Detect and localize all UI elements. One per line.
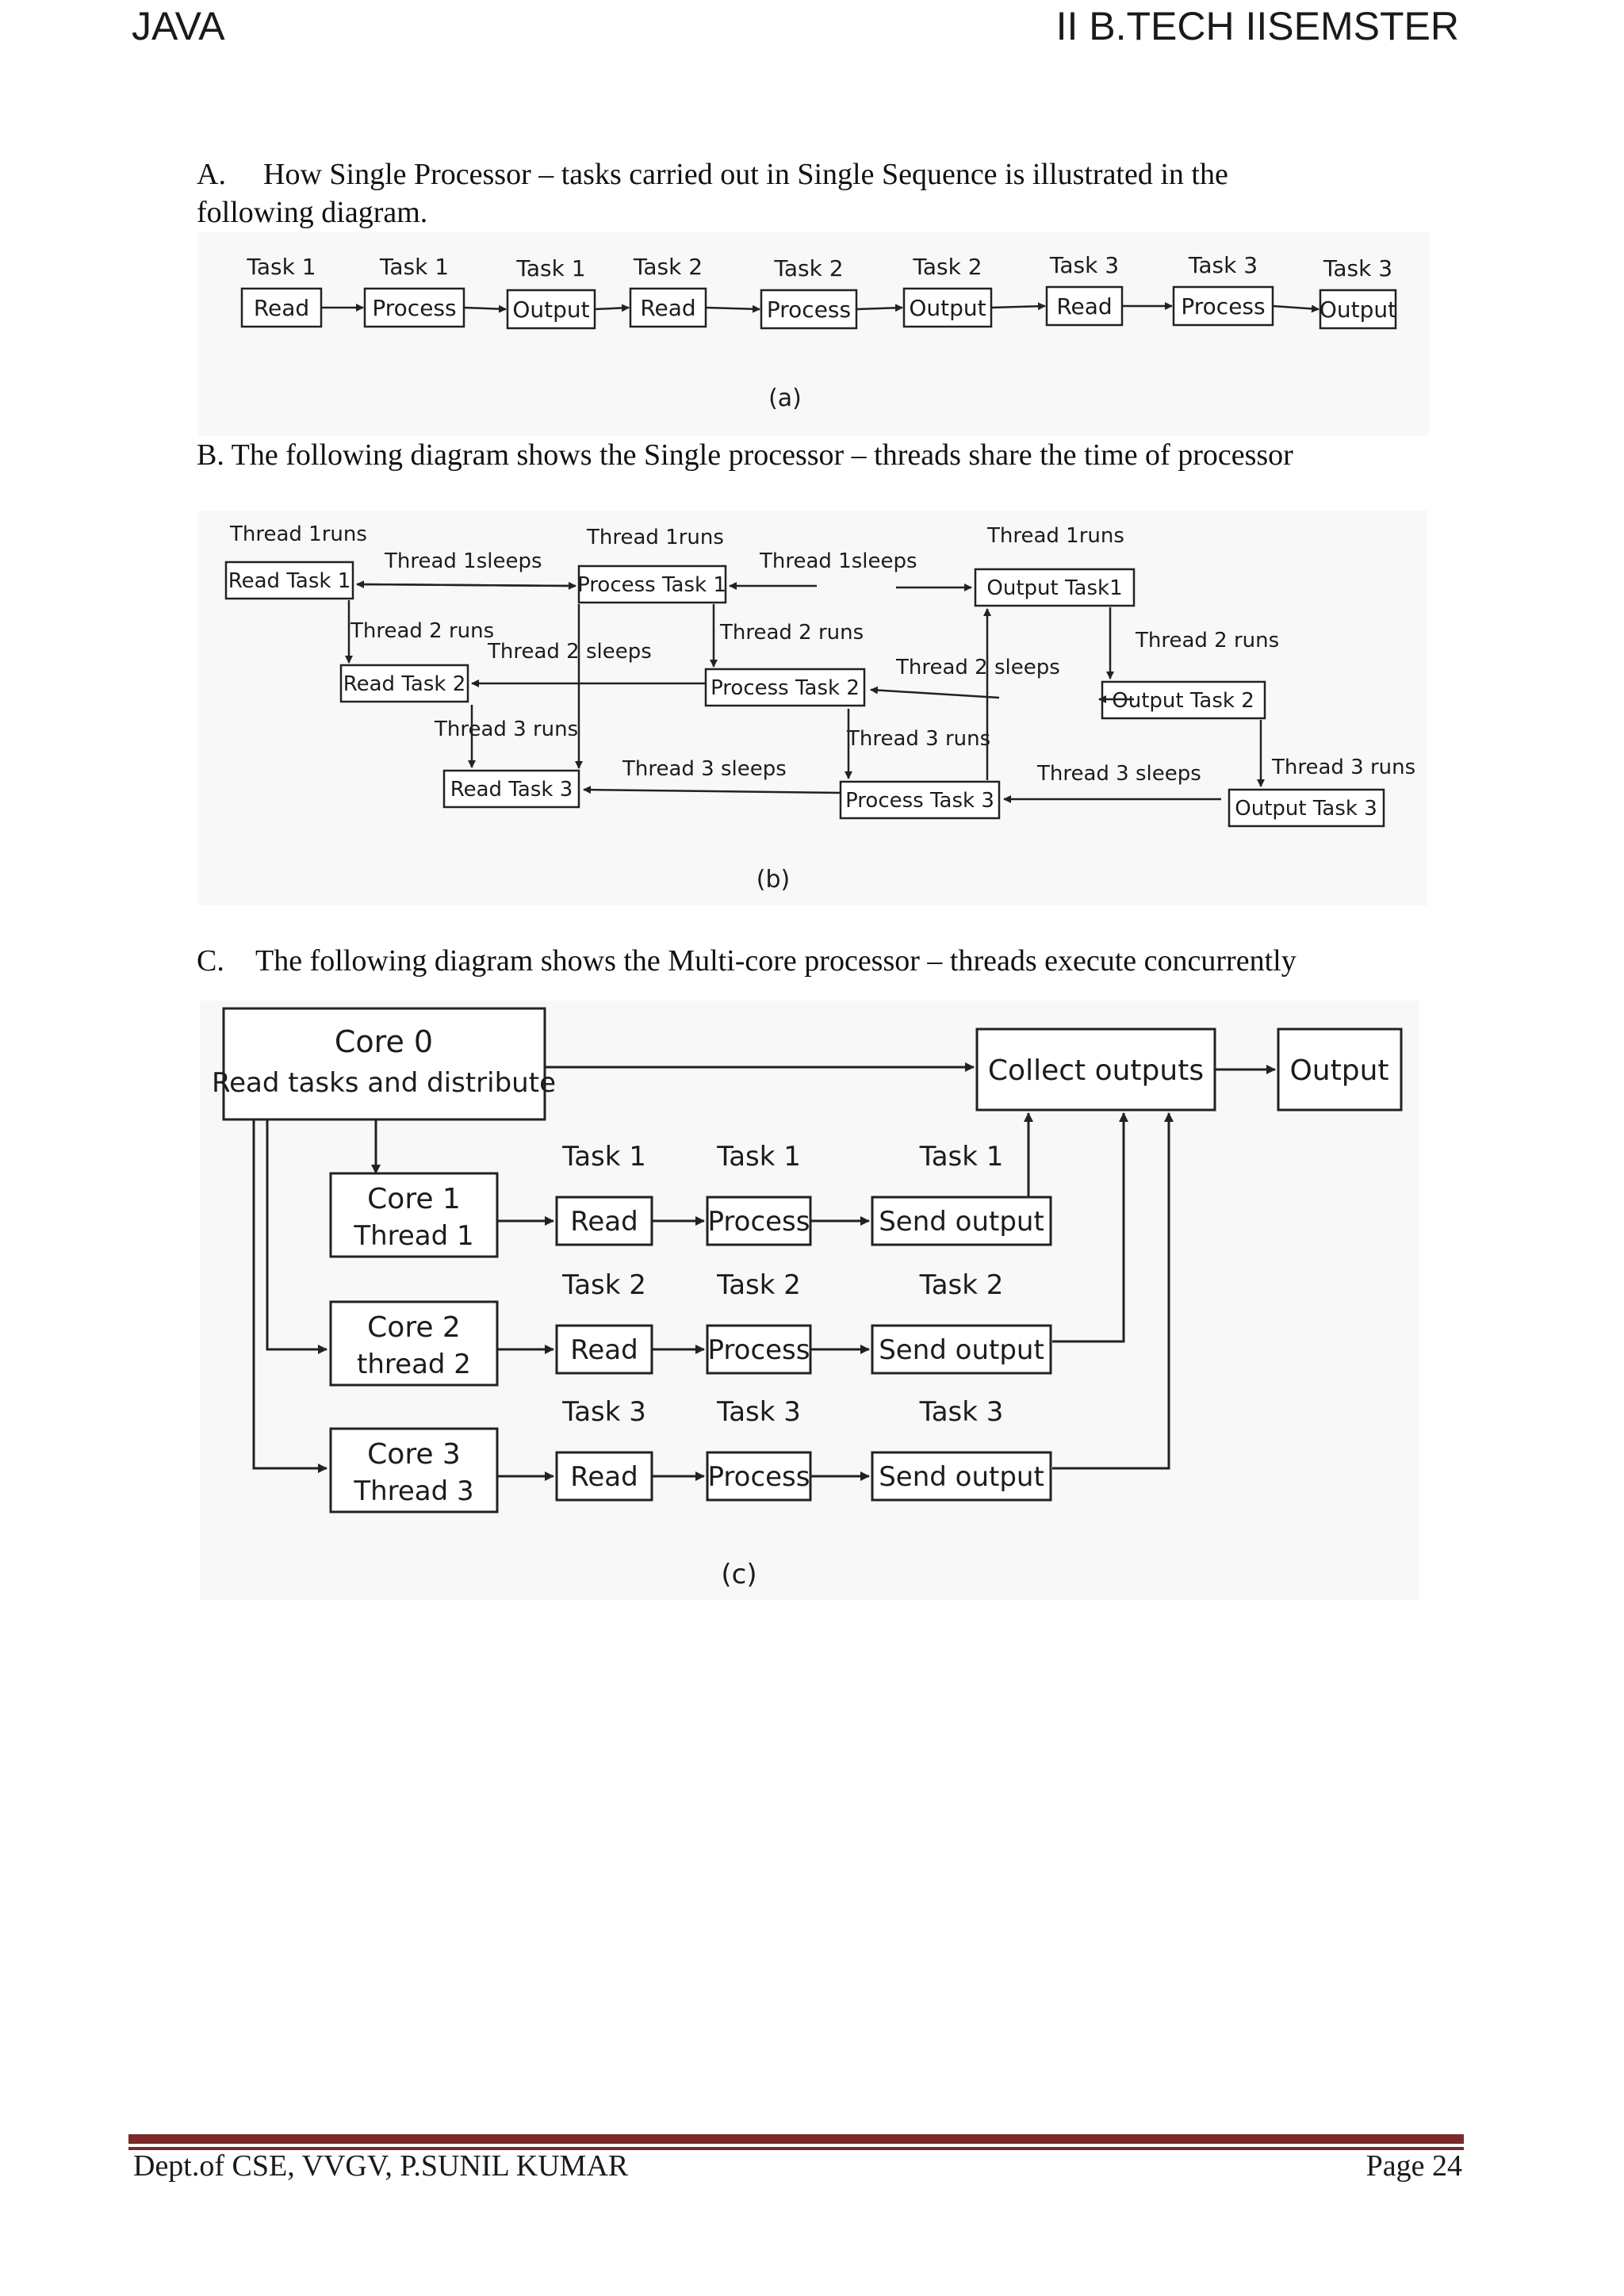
figure-a-step-label: Output xyxy=(512,297,590,323)
header-course: II B.TECH IISEMSTER xyxy=(1055,4,1459,48)
label-process-task-3: Process Task 3 xyxy=(845,789,994,813)
label-thread2-runs-2: Thread 2 runs xyxy=(720,621,864,645)
collect-outputs-label: Collect outputs xyxy=(987,1054,1205,1087)
label-thread1-runs-1: Thread 1runs xyxy=(230,522,367,546)
figure-b-caption: (b) xyxy=(756,866,791,894)
figure-a-task-label: Task 2 xyxy=(913,254,982,280)
paragraph-c xyxy=(197,942,1323,980)
arrow-t1-to-process1 xyxy=(357,584,576,586)
label-thread3-runs-1: Thread 3 runs xyxy=(435,718,579,741)
figure-a-arrow xyxy=(464,308,506,309)
figure-a-diagram xyxy=(198,232,1429,436)
paragraph-a xyxy=(197,155,1323,232)
figure-a-step-label: Read xyxy=(640,295,696,321)
task-label: Task 3 xyxy=(562,1396,646,1428)
figure-a-task-label: Task 3 xyxy=(1188,252,1258,278)
figure-a-task-label: Task 3 xyxy=(1323,255,1393,281)
figure-a-task-label: Task 1 xyxy=(247,254,316,280)
core0-sublabel: Read tasks and distribute xyxy=(212,1067,556,1099)
label-read-task-3: Read Task 3 xyxy=(450,778,573,802)
figure-a-task-label: Task 1 xyxy=(516,255,586,281)
task-step-label: Process xyxy=(707,1206,810,1238)
task-step-label: Process xyxy=(707,1461,810,1493)
figure-a-task-label: Task 3 xyxy=(1049,252,1120,278)
core0-label: Core 0 xyxy=(334,1024,434,1059)
task-label: Task 2 xyxy=(717,1269,801,1301)
header-subject: JAVA xyxy=(132,4,225,48)
label-output-task-1: Output Task1 xyxy=(986,576,1123,600)
arrow-core0-to-core3 xyxy=(254,1119,327,1468)
paragraph-c-text: The following diagram shows the Multi-core processor – threads execute concurrently xyxy=(255,944,1297,978)
figure-a-step-label: Process xyxy=(1181,293,1266,320)
output-label: Output xyxy=(1289,1054,1389,1087)
figure-a-arrow xyxy=(1273,306,1319,309)
task-label: Task 3 xyxy=(919,1396,1004,1428)
figure-b xyxy=(198,511,1427,905)
label-thread2-runs-3: Thread 2 runs xyxy=(1136,629,1280,652)
label-thread2-sleeps-2: Thread 2 sleeps xyxy=(896,656,1060,679)
figure-c-caption: (c) xyxy=(721,1559,757,1590)
figure-a-step-label: Read xyxy=(1056,293,1113,320)
figure-a-step-label: Process xyxy=(372,295,457,321)
figure-a-task-label: Task 2 xyxy=(774,255,844,281)
label-thread1-sleeps-1: Thread 1sleeps xyxy=(385,549,542,573)
thread-label: Thread 1 xyxy=(354,1220,474,1252)
paragraph-a-text: How Single Processor – tasks carried out in Single Sequence is illustrated in the following diagram. xyxy=(197,158,1228,229)
footer-rule xyxy=(128,2134,1464,2144)
task-step-label: Read xyxy=(570,1206,638,1238)
paragraph-a-letter: A. xyxy=(197,158,226,191)
figure-a-task-label: Task 1 xyxy=(379,254,450,280)
label-process-task-1: Process Task 1 xyxy=(577,573,726,597)
task-label: Task 1 xyxy=(919,1141,1004,1173)
task-label: Task 2 xyxy=(919,1269,1004,1301)
label-thread1-runs-2: Thread 1runs xyxy=(587,526,724,549)
label-thread1-sleeps-2: Thread 1sleeps xyxy=(760,549,917,573)
label-read-task-1: Read Task 1 xyxy=(228,569,351,593)
paragraph-b: B. The following diagram shows the Single processor – threads share the time of processor xyxy=(197,438,1293,472)
thread-label: Thread 3 xyxy=(354,1475,474,1507)
label-thread2-sleeps-1: Thread 2 sleeps xyxy=(488,640,652,664)
label-thread3-sleeps-2: Thread 3 sleeps xyxy=(1037,762,1201,786)
task-step-label: Read xyxy=(570,1461,638,1493)
footer-author: Dept.of CSE, VVGV, P.SUNIL KUMAR xyxy=(133,2149,629,2183)
figure-a-steps xyxy=(242,252,1396,328)
figure-a-caption: (a) xyxy=(768,385,802,412)
arrow-row2-to-collect xyxy=(1052,1113,1124,1341)
label-read-task-2: Read Task 2 xyxy=(343,672,466,696)
task-label: Task 3 xyxy=(717,1396,801,1428)
label-output-task-2: Output Task 2 xyxy=(1112,689,1254,713)
figure-a-arrow xyxy=(991,306,1045,308)
figure-a-step-label: Output xyxy=(1319,297,1397,323)
figure-c xyxy=(200,1001,1419,1600)
label-process-task-2: Process Task 2 xyxy=(710,676,860,700)
paragraph-c-letter: C. xyxy=(197,944,224,978)
figure-a-arrow xyxy=(706,308,760,309)
figure-a-step-label: Read xyxy=(253,295,310,321)
arrow-t2-sleeps-to-process2 xyxy=(871,690,999,698)
label-thread3-sleeps-1: Thread 3 sleeps xyxy=(622,757,787,781)
task-step-label: Send output xyxy=(879,1334,1044,1366)
core-label: Core 1 xyxy=(367,1183,461,1215)
figure-c-rows xyxy=(331,1141,1051,1512)
page-number: Page 24 xyxy=(1365,2149,1462,2183)
figure-c-diagram xyxy=(200,1001,1419,1600)
label-thread1-runs-3: Thread 1runs xyxy=(987,524,1124,548)
task-step-label: Read xyxy=(570,1334,638,1366)
label-output-task-3: Output Task 3 xyxy=(1235,797,1377,821)
arrow-row3-to-collect xyxy=(1052,1113,1169,1468)
figure-a-arrow xyxy=(856,308,902,309)
figure-a-step-label: Process xyxy=(766,297,852,323)
figure-b-diagram xyxy=(198,511,1427,905)
thread-label: thread 2 xyxy=(357,1349,471,1380)
label-thread3-runs-3: Thread 3 runs xyxy=(1272,756,1416,779)
figure-a xyxy=(198,232,1429,436)
label-thread2-runs-1: Thread 2 runs xyxy=(350,619,495,643)
label-thread3-runs-2: Thread 3 runs xyxy=(847,727,991,751)
task-step-label: Send output xyxy=(879,1206,1044,1238)
arrow-t3-sleeps-to-read3 xyxy=(584,790,841,793)
figure-a-step-label: Output xyxy=(909,295,986,321)
core-label: Core 3 xyxy=(367,1438,461,1471)
figure-a-task-label: Task 2 xyxy=(633,254,703,280)
task-step-label: Send output xyxy=(879,1461,1044,1493)
task-label: Task 2 xyxy=(562,1269,646,1301)
task-label: Task 1 xyxy=(717,1141,801,1173)
arrow-core0-to-core2 xyxy=(267,1119,327,1349)
figure-a-arrow xyxy=(595,308,629,309)
task-step-label: Process xyxy=(707,1334,810,1366)
task-label: Task 1 xyxy=(562,1141,646,1173)
core-label: Core 2 xyxy=(367,1311,461,1344)
